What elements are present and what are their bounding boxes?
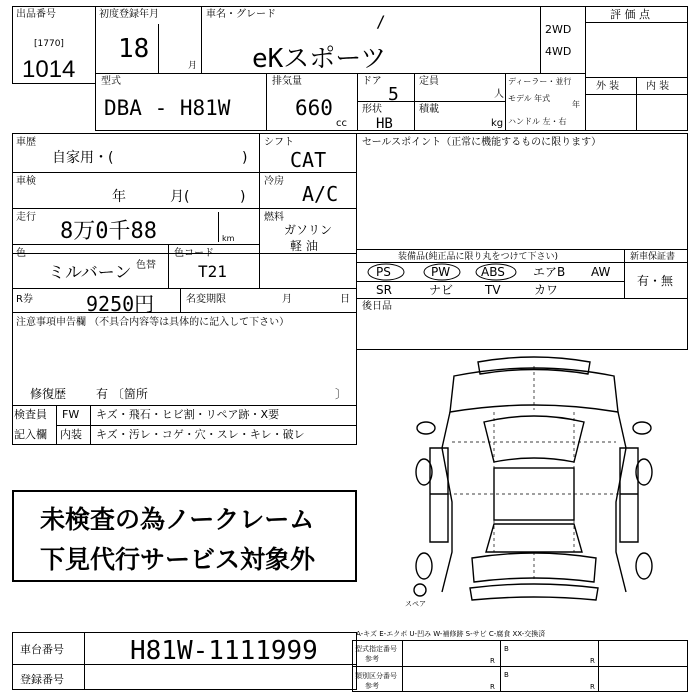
circle-ps <box>368 264 404 280</box>
inspection-label: 車検 <box>16 176 36 187</box>
dealer-label: ディーラー・並行 <box>508 77 572 86</box>
reference2-label: 参考 <box>365 682 379 690</box>
interior-label: 内 装 <box>646 81 670 92</box>
mileage-value: 8万0千88 <box>60 219 157 244</box>
drive-2wd: 2WD <box>545 23 572 36</box>
model-value: DBA - H81W <box>104 96 231 120</box>
shape-value: HB <box>376 116 393 132</box>
equip-tv: TV <box>485 283 501 297</box>
lot-number: 1014 <box>22 56 76 83</box>
first-reg-month-unit: 月 <box>188 61 198 71</box>
equip-sr: SR <box>376 283 392 297</box>
handle-label: ハンドル 左・右 <box>508 117 567 126</box>
sales-box <box>356 133 688 250</box>
recycle-box <box>12 288 357 313</box>
recycle-value: 9250円 <box>86 292 155 316</box>
history-close: ) <box>242 150 248 166</box>
first-reg-year: 18 <box>118 34 150 64</box>
repair-close: 〕 <box>335 387 348 401</box>
post-install-label: 後日品 <box>362 301 392 312</box>
sales-label: セールスポイント（正常に機能するものに限ります） <box>362 137 602 148</box>
post-install-box <box>356 298 688 350</box>
year-unit: 年 <box>572 100 580 109</box>
name-change-label: 名変期限 <box>186 294 226 305</box>
rating-label: 評 価 点 <box>610 8 650 21</box>
designation-label: 型式指定番号 <box>355 645 397 653</box>
model-label: 型式 <box>101 76 121 87</box>
stamp-line2: 下見代行サービス対象外 <box>40 545 316 574</box>
legend-r2b: B <box>504 671 509 679</box>
lot-sub: [1770] <box>34 39 64 49</box>
shape-label: 形状 <box>362 104 382 115</box>
inspector-label2: 記入欄 <box>14 428 47 441</box>
inspection-close: ) <box>240 189 246 205</box>
repair-value: 有 〔箇所 <box>96 387 148 401</box>
equip-pw: PW <box>431 265 451 279</box>
equipment-label: 装備品(純正品に限り丸をつけて下さい) <box>398 252 559 262</box>
capacity-unit: 人 <box>494 89 504 100</box>
equip-leather: カワ <box>534 283 559 297</box>
circle-abs <box>476 264 516 280</box>
int-label: 内装 <box>60 428 82 441</box>
fuel-diesel: 軽 油 <box>290 239 318 253</box>
fuel-label: 燃料 <box>264 212 284 223</box>
equip-abs: ABS <box>481 265 505 279</box>
drive-4wd: 4WD <box>545 45 572 58</box>
equip-navi: ナビ <box>429 283 454 297</box>
equip-aw: AW <box>591 265 611 279</box>
color-code-label: 色コード <box>174 248 214 259</box>
shift-value: CAT <box>290 148 327 172</box>
warranty-value: 有・無 <box>637 274 674 288</box>
legend-r1a: R <box>490 657 495 665</box>
drive-box <box>540 6 586 74</box>
mileage-label: 走行 <box>16 212 36 223</box>
load-label: 積載 <box>419 104 439 115</box>
ac-label: 冷房 <box>264 176 284 187</box>
repair-label: 修復歴 <box>30 387 67 401</box>
car-diagram <box>412 352 657 610</box>
reference1-label: 参考 <box>365 655 379 663</box>
name-grade-value: eKスポーツ <box>252 44 387 74</box>
model-year-label: モデル 年式 <box>508 94 551 103</box>
load-unit: kg <box>491 118 504 129</box>
name-grade-mark: / <box>376 12 386 31</box>
door-label: ドア <box>362 76 382 87</box>
int-items: キズ・汚レ・コゲ・穴・スレ・キレ・破レ <box>96 428 305 441</box>
stamp-line1: 未検査の為ノークレーム <box>40 505 315 534</box>
disp-unit: cc <box>336 118 347 129</box>
notes-label: 注意事項申告欄 （不具合内容等は具体的に記入して下さい） <box>16 317 290 328</box>
equip-airbag: エアB <box>533 265 566 279</box>
color-code-value: T21 <box>198 262 227 281</box>
lot-label: 出品番号 <box>16 9 56 20</box>
circle-pw <box>424 264 460 280</box>
history-label: 車歴 <box>16 137 36 148</box>
color-value: ミルバーン <box>48 263 132 283</box>
fw-items: キズ・飛石・ヒビ割・リペア跡・X要 <box>96 408 280 421</box>
legend-r1b: B <box>504 645 509 653</box>
history-value: 自家用・( <box>52 150 114 166</box>
spare-label: スペア <box>405 600 426 608</box>
chassis-label: 車台番号 <box>20 643 64 656</box>
first-reg-label: 初度登録年月 <box>99 9 159 20</box>
ac-value: A/C <box>302 182 339 206</box>
mileage-unit: km <box>222 234 235 243</box>
fuel-gas: ガソリン <box>284 223 333 237</box>
legend-r2c: R <box>590 683 595 691</box>
fw-label: FW <box>62 408 80 421</box>
equipment-circles <box>356 249 624 299</box>
name-change-month: 月 <box>282 294 292 305</box>
recycle-label: R券 <box>16 294 33 305</box>
legend-r1c: R <box>590 657 595 665</box>
exterior-label: 外 装 <box>596 81 620 92</box>
color-change-label: 色替 <box>136 260 156 271</box>
legend-codes: A-キズ E-エクボ U-凹み W-補修跡 S-サビ C-腐食 XX-交換済 <box>356 630 546 638</box>
shift-label: シフト <box>264 137 294 148</box>
door-value: 5 <box>388 84 399 105</box>
capacity-label: 定員 <box>419 76 439 87</box>
color-label: 色 <box>16 248 26 259</box>
warranty-label: 新車保証書 <box>630 252 676 262</box>
disp-value: 660 <box>295 96 333 120</box>
reg-label: 登録番号 <box>20 673 64 686</box>
equip-ps: PS <box>376 265 391 279</box>
name-change-day: 日 <box>340 294 350 305</box>
disp-label: 排気量 <box>272 76 302 87</box>
category-label: 類別区分番号 <box>355 672 397 680</box>
chassis-value: H81W-1111999 <box>130 636 318 666</box>
inspection-year: 年 <box>112 189 126 205</box>
legend-r2a: R <box>490 683 495 691</box>
inspector-label1: 検査員 <box>14 408 47 421</box>
inspection-month: 月( <box>170 189 190 205</box>
name-grade-label: 車名・グレード <box>206 9 276 20</box>
